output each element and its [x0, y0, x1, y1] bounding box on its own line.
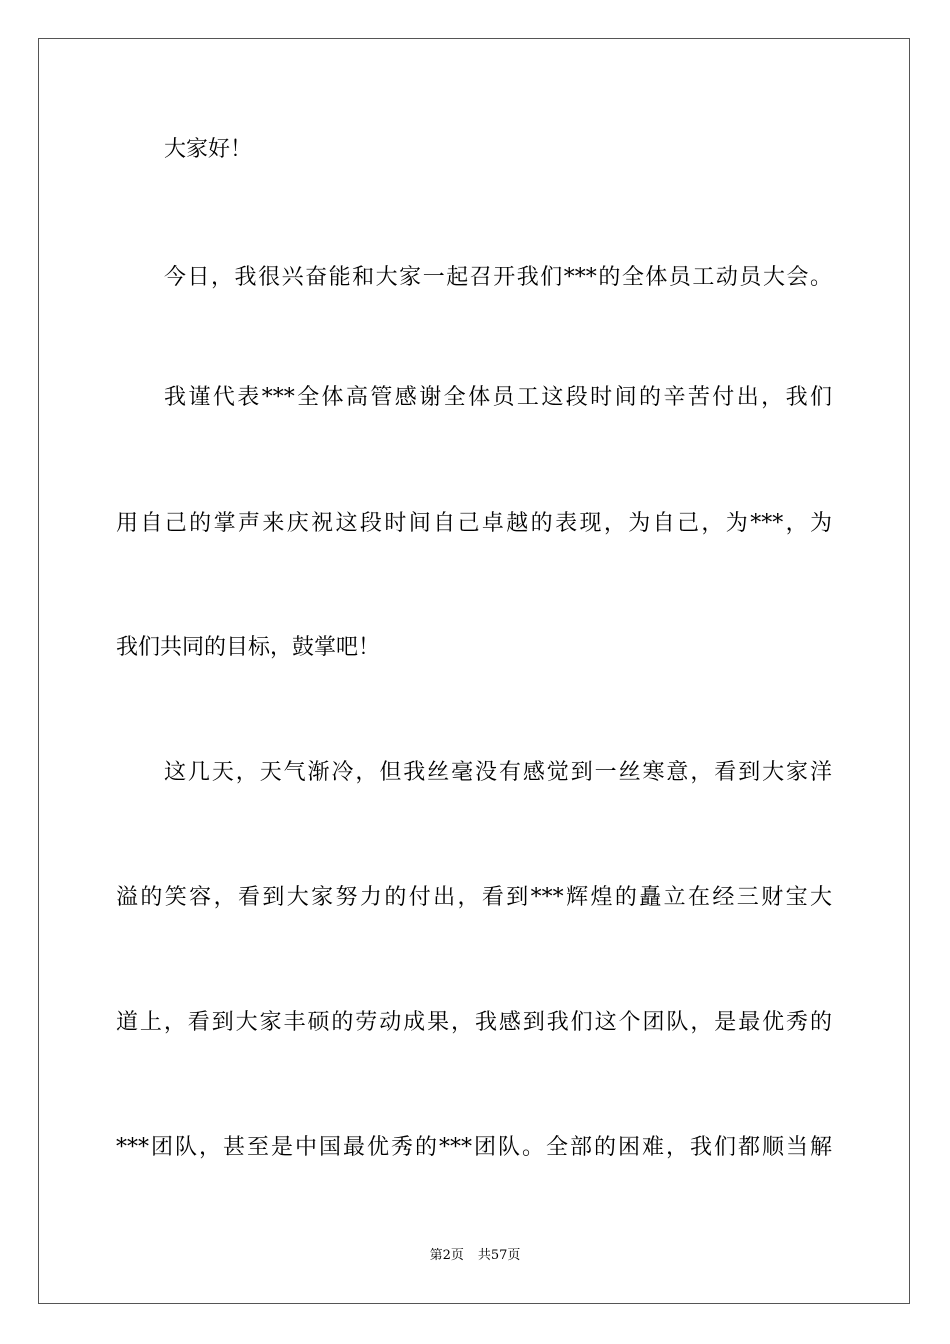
text-line: 今日，我很兴奋能和大家一起召开我们***的全体员工动员大会。 — [164, 265, 832, 290]
page-footer — [0, 1246, 950, 1266]
text-line: 这几天，天气渐冷，但我丝毫没有感觉到一丝寒意，看到大家洋 — [164, 760, 832, 785]
text-line: 用自己的掌声来庆祝这段时间自己卓越的表现，为自己，为***，为 — [116, 511, 832, 536]
text-line: 我谨代表***全体高管感谢全体员工这段时间的辛苦付出，我们 — [164, 385, 832, 410]
page-frame — [38, 38, 910, 1304]
text-line: 溢的笑容，看到大家努力的付出，看到***辉煌的矗立在经三财宝大 — [116, 885, 832, 910]
text-line: ***团队，甚至是中国最优秀的***团队。全部的困难，我们都顺当解 — [116, 1135, 832, 1160]
page-number: 第2页 — [429, 1248, 464, 1263]
text-line: 大家好！ — [164, 137, 253, 162]
text-line: 道上，看到大家丰硕的劳动成果，我感到我们这个团队，是最优秀的 — [116, 1010, 832, 1035]
text-line: 我们共同的目标，鼓掌吧！ — [116, 635, 381, 660]
page-total: 共57页 — [477, 1248, 521, 1263]
